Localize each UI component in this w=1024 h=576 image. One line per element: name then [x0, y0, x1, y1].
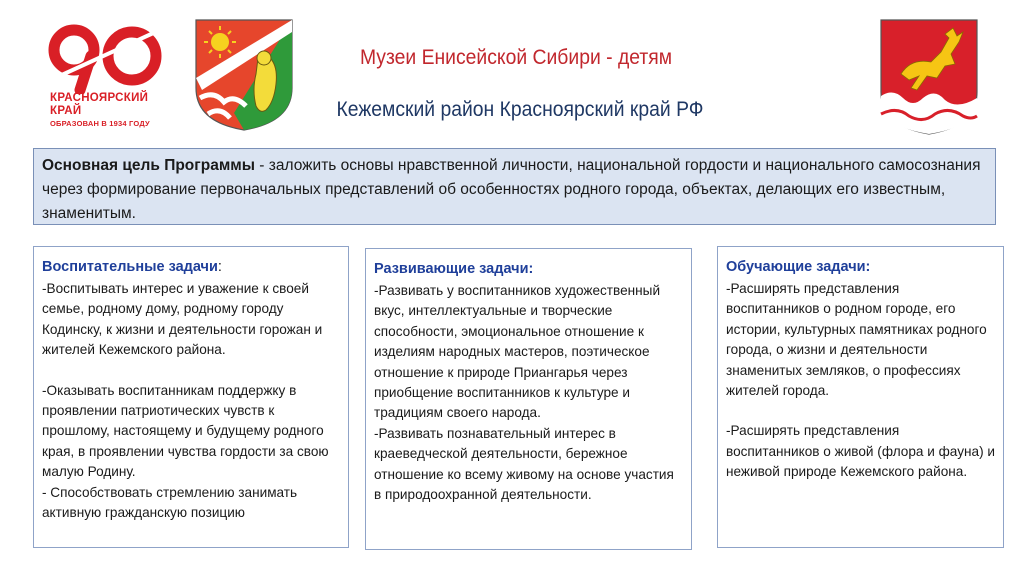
- paragraph-gap: [42, 361, 340, 381]
- card-heading: [42, 255, 340, 279]
- page-title: Музеи Енисейской Сибири - детям: [359, 45, 673, 69]
- paragraph-gap: [726, 401, 995, 421]
- program-goal-box: [33, 148, 996, 225]
- card-paragraph: -Развивать познавательный интерес в краеведческой деятельности, бережное отношение ко всему живому на основе участия в природоохранной деятельности.: [374, 425, 674, 503]
- goal-text: - заложить основы нравственной личности, национальной гордости и национального самосознания через формирование первоначальных представлений об особенностях родного города, объектах, делающих его известным, знаменитым.: [42, 157, 981, 222]
- logo-line2: КРАЙ: [50, 105, 82, 117]
- kezhemsky-coat-of-arms-icon: [879, 18, 979, 136]
- teaching-tasks-card: [717, 246, 1004, 548]
- card-heading: Развивающие задачи:: [374, 261, 534, 277]
- card-paragraph: -Расширять представления воспитанников о родном городе, его истории, культурных памятниках родного города, о жизни и деятельности знаменитых земляков, о профессиях жителей города.: [726, 281, 987, 399]
- card-paragraph: - Способствовать стремлению занимать активную гражданскую позицию: [42, 484, 298, 521]
- card-paragraph: -Расширять представления воспитанников о живой (флора и фауна) и неживой природе Кежемского района.: [726, 423, 995, 480]
- heading-text: Воспитательные задачи: [42, 259, 218, 275]
- card-paragraph: -Развивать у воспитанников художественный вкус, интеллектуальные и творческие способности, эмоциональное отношение к изделиям народных мастеров, поэтическое отношение к природе Приангарья через приобщение воспитанников к культуре и традициям своего народа.: [374, 283, 661, 421]
- card-paragraph: -Воспитывать интерес и уважение к своей семье, родному дому, родному городу Кодинску, к жизни и деятельности горожан и жителей Кежемского района.: [42, 281, 323, 358]
- ninety-mark-icon: [40, 22, 170, 94]
- kodinsk-coat-of-arms-icon: [194, 18, 294, 132]
- educational-tasks-card: [33, 246, 349, 548]
- anniversary-logo: [40, 22, 170, 132]
- card-paragraph: -Оказывать воспитанникам поддержку в проявлении патриотических чувств к прошлому, настоящему и будущему родного края, в проявлении чувства гордости за свою малую Родину.: [42, 382, 329, 480]
- card-heading: Обучающие задачи:: [726, 259, 871, 275]
- logo-line1: КРАСНОЯРСКИЙ: [50, 92, 149, 104]
- developmental-tasks-card: [365, 248, 692, 550]
- logo-line3: ОБРАЗОВАН В 1934 ГОДУ: [50, 119, 150, 128]
- page-subtitle: Кежемский район Красноярский край РФ: [336, 97, 704, 121]
- goal-label: Основная цель Программы: [42, 157, 255, 174]
- heading-suffix: :: [217, 259, 222, 275]
